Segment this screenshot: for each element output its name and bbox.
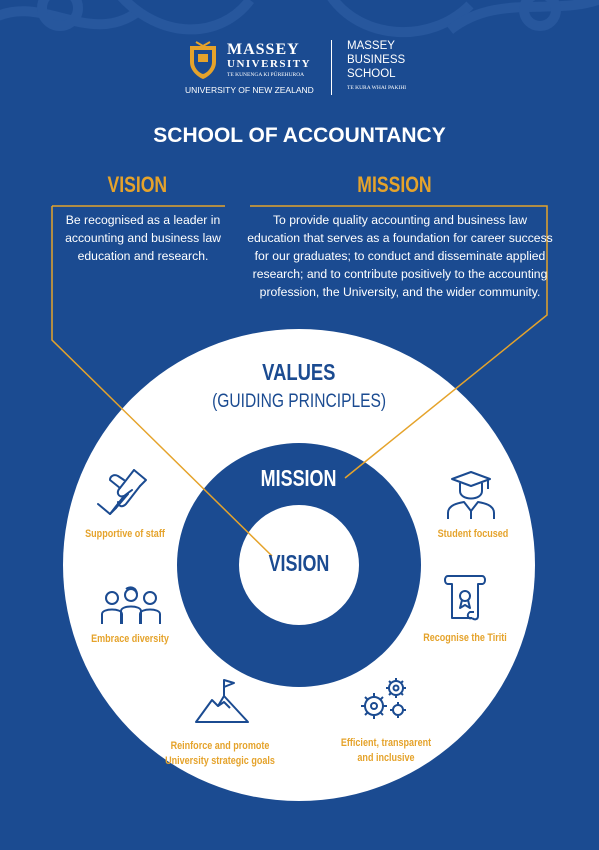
mission-text: To provide quality accounting and business law education that serves as a foundation for career success for our graduates; to conduct and disseminate applied research; and to contribute positively to the accounting profession, the University, and the wider community. [247,213,553,299]
values-subtitle-wrap [169,391,429,413]
core-vision-label: VISION [268,550,330,576]
school-maori-name: TE KURA WHAI PAKIHI [347,85,407,91]
value-efficient-line1: Efficient, transparent [340,737,432,749]
values-subtitle: (GUIDING PRINCIPLES) [211,391,386,412]
value-strategic-line1: Reinforce and promote [170,740,270,752]
gears-icon [358,676,412,722]
university-subtitle: UNIVERSITY OF NEW ZEALAND [185,85,314,95]
university-name-line2: UNIVERSITY [227,58,312,70]
mission-heading: MISSION [356,172,432,197]
university-maori-name: TE KUNENGA KI PŪREHUROA [227,72,305,78]
people-icon [100,586,162,626]
scroll-icon [440,572,488,622]
school-name-line2: BUSINESS [347,54,406,66]
value-diversity-text: Embrace diversity [91,633,169,645]
core-vision-wrap [239,550,359,577]
value-tiriti-text: Recognise the Tiriti [423,632,507,644]
vision-text: Be recognised as a leader in accounting and business law education and research. [65,213,221,263]
values-title: VALUES [262,359,336,385]
value-label-student [420,527,527,542]
value-label-supportive [72,527,179,542]
handshake-icon [96,466,152,516]
ring-mission-wrap [229,465,369,492]
ring-mission-label: MISSION [261,465,337,491]
page-title: SCHOOL OF ACCOUNTANCY [153,124,446,147]
value-student-text: Student focused [437,528,509,540]
mountain-flag-icon [194,678,250,724]
school-name-line3: SCHOOL [347,68,396,80]
vision-heading: VISION [107,172,167,197]
school-name-line1: MASSEY [347,40,395,52]
graduate-icon [444,469,498,521]
values-title-wrap [199,359,399,386]
value-label-strategic [163,739,278,769]
value-label-efficient [329,736,444,766]
value-supportive-text: Supportive of staff [85,528,165,540]
value-strategic-line2: University strategic goals [165,755,275,767]
value-label-tiriti [412,631,519,646]
value-efficient-line2: and inclusive [357,752,415,764]
university-name-line1: MASSEY [227,41,300,58]
value-label-diversity [77,632,184,647]
